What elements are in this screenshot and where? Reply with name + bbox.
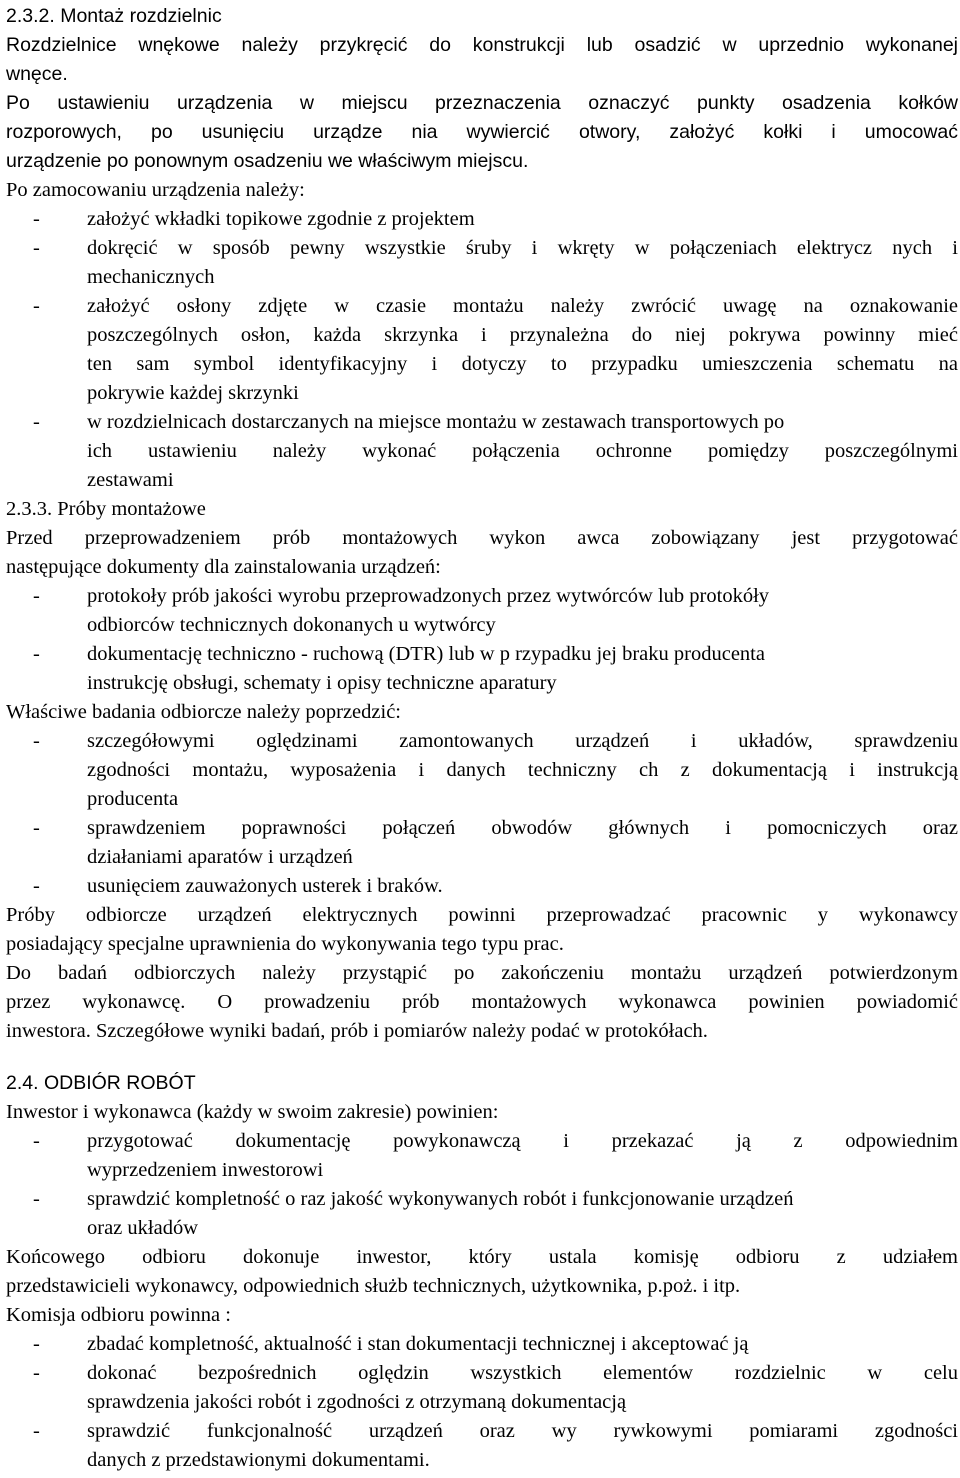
list-item-line: dokumentację techniczno - ruchową (DTR) lub w p rzypadku jej braku producenta [87, 643, 765, 665]
list-bullet-dash: - [33, 411, 40, 433]
list-item-continuation: pokrywie każdej skrzynki [87, 382, 299, 404]
list-item-line: sprawdzić funkcjonalność urządzeń oraz wy rywkowymi pomiarami zgodności [87, 1420, 958, 1442]
text-line: Po zamocowaniu urządzenia należy: [6, 179, 305, 201]
text-line: Po ustawieniu urządzenia w miejscu przeznaczenia oznaczyć punkty osadzenia kołków [6, 92, 958, 114]
list-item-continuation: oraz układów [87, 1217, 198, 1239]
list-item-line: protokoły prób jakości wyrobu przeprowadzonych przez wytwórców lub protokóły [87, 585, 770, 607]
list-item-continuation: zestawami [87, 469, 174, 491]
text-line: Komisja odbioru powinna : [6, 1304, 231, 1326]
list-item-continuation: zgodności montażu, wyposażenia i danych techniczny ch z dokumentacją i instrukcją [87, 759, 958, 781]
list-bullet-dash: - [33, 208, 40, 230]
list-item-continuation: sprawdzenia jakości robót i zgodności z otrzymaną dokumentacją [87, 1391, 627, 1413]
text-line: Do badań odbiorczych należy przystąpić po zakończeniu montażu urządzeń potwierdzonym [6, 962, 958, 984]
text-line: rozporowych, po usunięciu urządze nia wywiercić otwory, założyć kołki i umocować [6, 121, 958, 143]
list-bullet-dash: - [33, 1188, 40, 1210]
list-item-continuation: ten sam symbol identyfikacyjny i dotyczy to przypadku umieszczenia schematu na [87, 353, 958, 375]
list-bullet-dash: - [33, 1362, 40, 1384]
list-item-line: usunięciem zauważonych usterek i braków. [87, 875, 443, 897]
list-bullet-dash: - [33, 730, 40, 752]
list-item-line: sprawdzeniem poprawności połączeń obwodów głównych i pomocniczych oraz [87, 817, 958, 839]
text-line: inwestora. Szczegółowe wyniki badań, prób i pomiarów należy podać w protokółach. [6, 1020, 708, 1042]
list-bullet-dash: - [33, 1333, 40, 1355]
list-bullet-dash: - [33, 875, 40, 897]
list-item-line: założyć osłony zdjęte w czasie montażu należy zwrócić uwagę na oznakowanie [87, 295, 958, 317]
list-bullet-dash: - [33, 1420, 40, 1442]
text-line: Przed przeprowadzeniem prób montażowych wykon awca zobowiązany jest przygotować [6, 527, 958, 549]
list-item-continuation: producenta [87, 788, 179, 810]
list-item-continuation: danych z przedstawionymi dokumentami. [87, 1449, 430, 1471]
text-line: urządzenie po ponownym osadzeniu we właściwym miejscu. [6, 150, 529, 172]
list-item-line: sprawdzić kompletność o raz jakość wykonywanych robót i funkcjonowanie urządzeń [87, 1188, 794, 1210]
list-item-line: założyć wkładki topikowe zgodnie z projektem [87, 208, 475, 230]
list-bullet-dash: - [33, 585, 40, 607]
text-line: 2.3.3. Próby montażowe [6, 498, 206, 520]
text-line: 2.4. ODBIÓR ROBÓT [6, 1072, 196, 1094]
list-item-line: dokręcić w sposób pewny wszystkie śruby i wkręty w połączeniach elektrycz nych i [87, 237, 958, 259]
text-line: Rozdzielnice wnękowe należy przykręcić do konstrukcji lub osadzić w uprzednio wykonanej [6, 34, 958, 56]
list-bullet-dash: - [33, 1130, 40, 1152]
list-item-line: zbadać kompletność, aktualność i stan dokumentacji technicznej i akceptować ją [87, 1333, 749, 1355]
list-item-continuation: odbiorców technicznych dokonanych u wytwórcy [87, 614, 496, 636]
text-line: przedstawicieli wykonawcy, odpowiednich służb technicznych, użytkownika, p.poż. i itp. [6, 1275, 741, 1297]
text-line: Właściwe badania odbiorcze należy poprzedzić: [6, 701, 401, 723]
list-bullet-dash: - [33, 295, 40, 317]
list-item-continuation: instrukcję obsługi, schematy i opisy techniczne aparatury [87, 672, 557, 694]
list-item-line: dokonać bezpośrednich oględzin wszystkich elementów rozdzielnic w celu [87, 1362, 958, 1384]
list-item-continuation: poszczególnych osłon, każda skrzynka i przynależna do niej pokrywa powinny mieć [87, 324, 958, 346]
text-line: 2.3.2. Montaż rozdzielnic [6, 5, 222, 27]
list-item-continuation: ich ustawieniu należy wykonać połączenia ochronne pomiędzy poszczególnymi [87, 440, 958, 462]
list-bullet-dash: - [33, 643, 40, 665]
list-item-line: w rozdzielnicach dostarczanych na miejsce montażu w zestawach transportowych po [87, 411, 785, 433]
text-line: Inwestor i wykonawca (każdy w swoim zakresie) powinien: [6, 1101, 499, 1123]
text-line: wnęce. [6, 63, 68, 85]
list-bullet-dash: - [33, 237, 40, 259]
list-item-line: przygotować dokumentację powykonawczą i przekazać ją z odpowiednim [87, 1130, 958, 1152]
list-item-continuation: mechanicznych [87, 266, 215, 288]
text-line: Próby odbiorcze urządzeń elektrycznych powinni przeprowadzać pracownic y wykonawcy [6, 904, 958, 926]
text-line: następujące dokumenty dla zainstalowania urządzeń: [6, 556, 441, 578]
list-item-continuation: działaniami aparatów i urządzeń [87, 846, 353, 868]
list-item-line: szczegółowymi oględzinami zamontowanych urządzeń i układów, sprawdzeniu [87, 730, 958, 752]
text-line: przez wykonawcę. O prowadzeniu prób montażowych wykonawca powinien powiadomić [6, 991, 958, 1013]
list-item-continuation: wyprzedzeniem inwestorowi [87, 1159, 324, 1181]
list-bullet-dash: - [33, 817, 40, 839]
text-line: posiadający specjalne uprawnienia do wykonywania tego typu prac. [6, 933, 564, 955]
text-line: Końcowego odbioru dokonuje inwestor, który ustala komisję odbioru z udziałem [6, 1246, 958, 1268]
